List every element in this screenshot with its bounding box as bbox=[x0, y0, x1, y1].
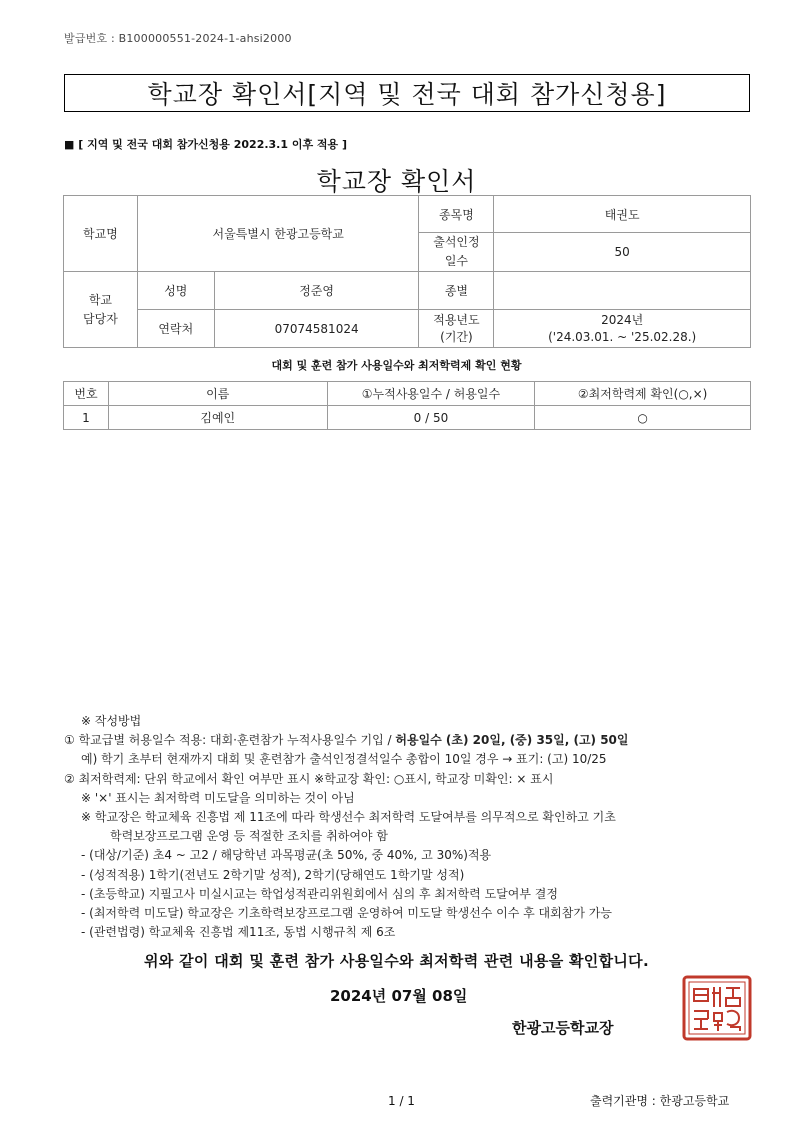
note-1-text: ① 학교급별 허용일수 적용: 대회·훈련참가 누적사용일수 기입 / bbox=[64, 733, 396, 748]
table-row bbox=[64, 406, 751, 430]
year-label bbox=[419, 310, 494, 348]
confirmation-text: 위와 같이 대회 및 훈련 참가 사용일수와 최저학력 관련 내용을 확인합니다. bbox=[144, 952, 649, 970]
boxed-title: 학교장 확인서[지역 및 전국 대회 참가신청용] bbox=[64, 74, 750, 112]
event-label: 종목명 bbox=[419, 196, 494, 233]
row-number: 1 bbox=[64, 406, 109, 430]
status-title: 대회 및 훈련 참가 사용일수와 최저학력제 확인 현황 bbox=[271, 359, 522, 372]
note-2: ② 최저학력제: 단위 학교에서 확인 여부만 표시 ※학교장 확인: ○표시, 학교장 미확인: × 표시 bbox=[64, 771, 554, 786]
official-seal bbox=[682, 975, 752, 1041]
header-min-academic: ②최저학력제 확인(○,×) bbox=[535, 382, 751, 406]
year-value-line2: ('24.03.01. ~ '25.02.28.) bbox=[548, 329, 697, 344]
year-label-line1: 적용년도 bbox=[433, 312, 480, 327]
notes-heading: ※ 작성방법 bbox=[81, 714, 142, 728]
contact-label: 연락처 bbox=[137, 310, 214, 348]
attendance-label-line2: 일수 bbox=[444, 254, 469, 268]
notice-line: ■ [ 지역 및 전국 대회 참가신청용 2022.3.1 이후 적용 ] bbox=[64, 138, 348, 151]
note-2-sub1: ※ '×' 표시는 최저학력 미도달을 의미하는 것이 아님 bbox=[81, 790, 355, 805]
signer-name: 한광고등학교장 bbox=[512, 1019, 614, 1037]
manager-label bbox=[64, 272, 138, 348]
row-days: 0 / 50 bbox=[327, 406, 535, 430]
contact-value: 07074581024 bbox=[214, 310, 419, 348]
writing-instructions bbox=[64, 712, 629, 942]
year-label-line2: (기간) bbox=[440, 329, 473, 344]
header-days: ①누적사용일수 / 허용일수 bbox=[327, 382, 535, 406]
event-value: 태권도 bbox=[494, 196, 751, 233]
year-value-line1: 2024년 bbox=[601, 312, 644, 327]
note-2-sub2b: 학력보장프로그램 운영 등 적절한 조치를 취하여야 함 bbox=[110, 829, 388, 844]
school-value: 서울특별시 한광고등학교 bbox=[137, 196, 419, 272]
note-1 bbox=[64, 731, 629, 750]
header-number: 번호 bbox=[64, 382, 109, 406]
name-value: 정준영 bbox=[214, 272, 419, 310]
issue-number: 발급번호 : B100000551-2024-1-ahsi2000 bbox=[64, 32, 292, 45]
header-name: 이름 bbox=[108, 382, 327, 406]
detail-1: - (대상/기준) 초4 ~ 고2 / 해당학년 과목평균(초 50%, 중 40%, 고 30%)적용 bbox=[81, 848, 492, 863]
manager-label-line1: 학교 bbox=[88, 292, 113, 307]
name-label: 성명 bbox=[137, 272, 214, 310]
page-number: 1 / 1 bbox=[388, 1094, 415, 1108]
output-organization: 출력기관명 : 한광고등학교 bbox=[590, 1094, 730, 1108]
issue-date: 2024년 07월 08일 bbox=[330, 987, 468, 1005]
attendance-label-line1: 출석인정 bbox=[433, 235, 480, 249]
detail-2: - (성적적용) 1학기(전년도 2학기말 성적), 2학기(당해연도 1학기말 성적) bbox=[81, 867, 465, 882]
row-min-academic: ○ bbox=[535, 406, 751, 430]
note-1-example: 예) 학기 초부터 현재까지 대회 및 훈련참가 출석인정결석일수 총합이 10일 경우 → 표기: (고) 10/25 bbox=[81, 752, 607, 767]
attendance-value: 50 bbox=[494, 233, 751, 272]
row-name: 김예인 bbox=[108, 406, 327, 430]
detail-3: - (초등학교) 지필고사 미실시교는 학업성적관리위원회에서 심의 후 최저학력 도달여부 결정 bbox=[81, 886, 558, 901]
school-info-table bbox=[63, 195, 751, 348]
school-label: 학교명 bbox=[64, 196, 138, 272]
note-2-sub2a: ※ 학교장은 학교체육 진흥법 제 11조에 따라 학생선수 최저학력 도달여부를 의무적으로 확인하고 기초 bbox=[81, 810, 616, 825]
category-value bbox=[494, 272, 751, 310]
attendance-label bbox=[419, 233, 494, 272]
manager-label-line2: 담당자 bbox=[83, 311, 118, 326]
year-value bbox=[494, 310, 751, 348]
detail-5: - (관련법령) 학교체육 진흥법 제11조, 동법 시행규칙 제 6조 bbox=[81, 925, 396, 940]
document-title: 학교장 확인서 bbox=[316, 167, 477, 196]
status-table bbox=[63, 381, 751, 430]
detail-4: - (최저학력 미도달) 학교장은 기초학력보장프로그램 운영하여 미도달 학생선수 이수 후 대회참가 가능 bbox=[81, 906, 612, 921]
category-label: 종별 bbox=[419, 272, 494, 310]
note-1-bold: 허용일수 (초) 20일, (중) 35일, (고) 50일 bbox=[395, 733, 629, 748]
